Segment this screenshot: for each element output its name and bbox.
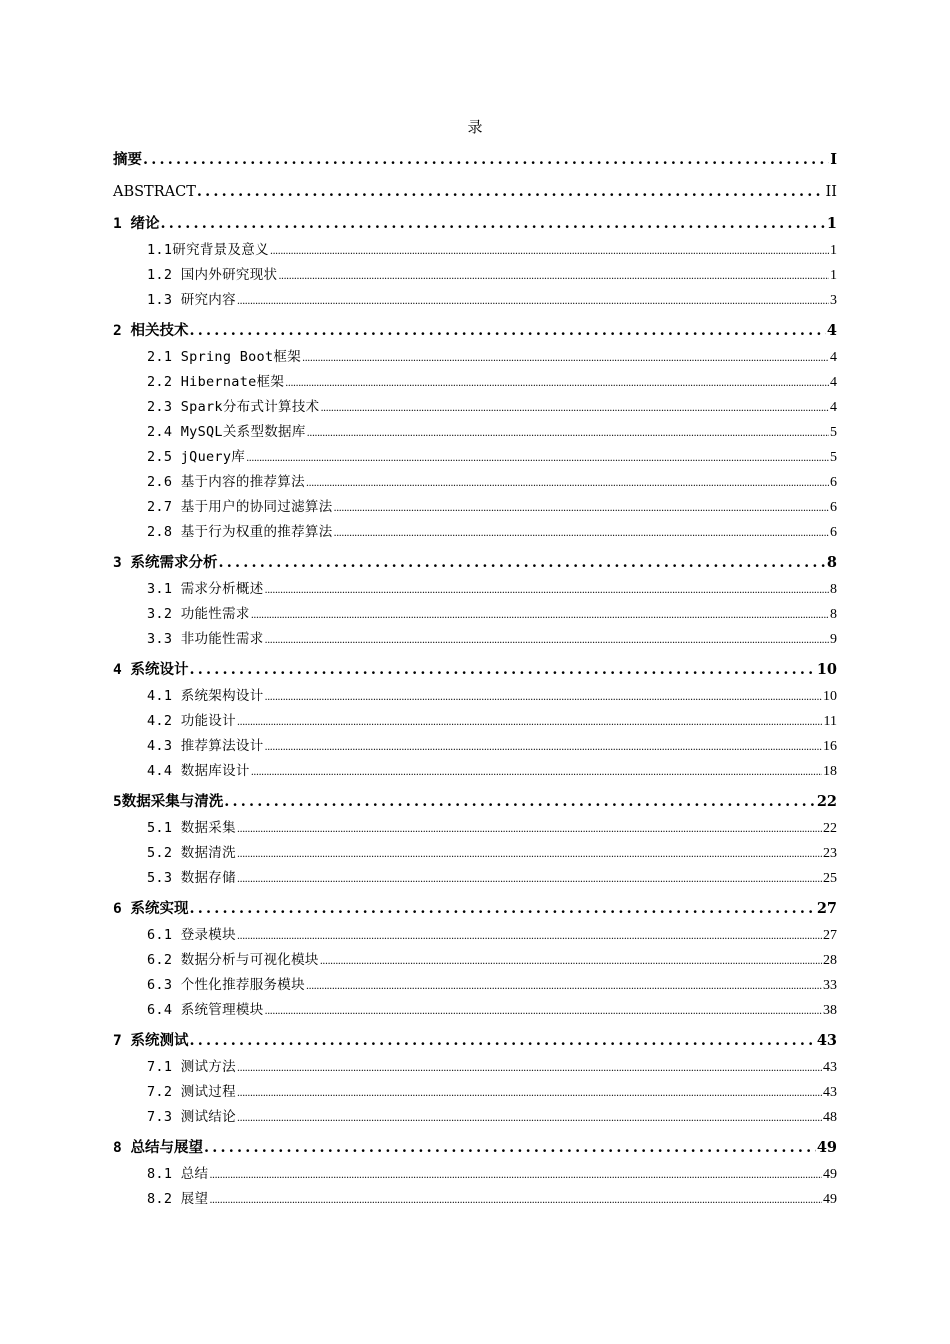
toc-section-entry[interactable] (113, 1162, 837, 1187)
toc-section-entry[interactable] (113, 709, 837, 734)
toc-leader-dots (204, 1133, 816, 1162)
toc-chapter-entry[interactable] (113, 177, 837, 206)
toc-section-entry[interactable] (113, 923, 837, 948)
toc-entry-page-number: 1 (826, 215, 837, 232)
toc-chapter-entry[interactable] (113, 209, 837, 238)
toc-section-entry[interactable] (113, 520, 837, 545)
toc-section-entry[interactable] (113, 1080, 837, 1105)
toc-chapter-entry[interactable] (113, 1026, 837, 1055)
toc-entry-label: 摘要 (113, 152, 142, 168)
toc-section-entry[interactable] (113, 602, 837, 627)
toc-leader-dots (302, 346, 829, 371)
toc-leader-dots (251, 760, 822, 785)
toc-leader-dots (143, 145, 829, 174)
toc-section-entry[interactable] (113, 420, 837, 445)
toc-section-entry[interactable] (113, 238, 837, 263)
toc-entry-label: 7.1 测试方法 (147, 1059, 236, 1075)
toc-entry-page-number: 6 (830, 525, 837, 540)
toc-entry-page-number: 5 (830, 450, 837, 465)
toc-section-entry[interactable] (113, 627, 837, 652)
toc-chapter-entry[interactable] (113, 1133, 837, 1162)
toc-entry-page-number: 10 (823, 689, 837, 704)
toc-leader-dots (189, 1026, 815, 1055)
toc-entry-label: 7.2 测试过程 (147, 1084, 236, 1100)
toc-entry-label: 2 相关技术 (113, 323, 189, 339)
toc-chapter-entry[interactable] (113, 145, 837, 174)
toc-section-entry[interactable] (113, 345, 837, 370)
toc-section-entry[interactable] (113, 841, 837, 866)
toc-leader-dots (246, 446, 829, 471)
toc-leader-dots (197, 177, 825, 206)
toc-section-entry[interactable] (113, 973, 837, 998)
toc-entry-label: 1.1研究背景及意义 (147, 242, 269, 258)
toc-entry-page-number: 28 (823, 953, 837, 968)
toc-leader-dots (334, 496, 829, 521)
toc-entry-page-number: 8 (830, 582, 837, 597)
toc-leader-dots (237, 867, 822, 892)
toc-entry-page-number: 6 (830, 475, 837, 490)
toc-entry-page-number: 23 (823, 846, 837, 861)
toc-entry-label: 4.1 系统架构设计 (147, 688, 264, 704)
toc-chapter-entry[interactable] (113, 548, 837, 577)
toc-section-entry[interactable] (113, 1187, 837, 1212)
toc-leader-dots (237, 289, 829, 314)
toc-entry-page-number: 27 (816, 900, 837, 917)
toc-leader-dots (265, 999, 822, 1024)
toc-leader-dots (218, 548, 825, 577)
toc-section-entry[interactable] (113, 288, 837, 313)
toc-leader-dots (320, 396, 829, 421)
toc-section-entry[interactable] (113, 370, 837, 395)
toc-entry-page-number: 43 (823, 1060, 837, 1075)
toc-entry-page-number: 18 (823, 764, 837, 779)
toc-leader-dots (224, 787, 816, 816)
toc-entry-page-number: 1 (830, 243, 837, 258)
toc-section-entry[interactable] (113, 734, 837, 759)
toc-entry-page-number: 27 (823, 928, 837, 943)
toc-entry-label: 4 系统设计 (113, 662, 189, 678)
toc-entry-label: 8.1 总结 (147, 1166, 209, 1182)
toc-entry-page-number: II (825, 184, 837, 200)
toc-entry-page-number: 43 (816, 1032, 837, 1049)
toc-leader-dots (237, 710, 823, 735)
toc-entry-label: 6.1 登录模块 (147, 927, 236, 943)
toc-entry-page-number: 4 (830, 400, 837, 415)
toc-entry-label: 1 绪论 (113, 216, 160, 232)
toc-entry-page-number: 9 (830, 632, 837, 647)
toc-leader-dots (306, 974, 822, 999)
toc-entry-page-number: 3 (830, 293, 837, 308)
toc-entry-label: 5.2 数据清洗 (147, 845, 236, 861)
toc-section-entry[interactable] (113, 263, 837, 288)
toc-section-entry[interactable] (113, 866, 837, 891)
toc-leader-dots (285, 371, 829, 396)
toc-leader-dots (189, 655, 815, 684)
toc-entry-page-number: 22 (823, 821, 837, 836)
toc-section-entry[interactable] (113, 495, 837, 520)
toc-entry-label: 6 系统实现 (113, 901, 189, 917)
toc-leader-dots (209, 1163, 822, 1188)
toc-entry-label: 3.2 功能性需求 (147, 606, 250, 622)
toc-entry-page-number: 16 (823, 739, 837, 754)
toc-entry-label: 5.1 数据采集 (147, 820, 236, 836)
toc-section-entry[interactable] (113, 470, 837, 495)
toc-leader-dots (237, 1056, 822, 1081)
toc-entry-page-number: 6 (830, 500, 837, 515)
toc-entry-page-number: 22 (816, 793, 837, 810)
toc-entry-page-number: 8 (826, 554, 837, 571)
toc-entry-label: 4.4 数据库设计 (147, 763, 250, 779)
toc-chapter-entry[interactable] (113, 655, 837, 684)
toc-entry-label: 3.1 需求分析概述 (147, 581, 264, 597)
toc-entry-label: 2.2 Hibernate框架 (147, 374, 285, 390)
toc-entry-page-number: 4 (830, 350, 837, 365)
toc-entry-page-number: 8 (830, 607, 837, 622)
toc-leader-dots (189, 894, 815, 923)
toc-entry-label: 4.3 推荐算法设计 (147, 738, 264, 754)
toc-entry-label: 6.2 数据分析与可视化模块 (147, 952, 319, 968)
toc-entry-page-number: 4 (830, 375, 837, 390)
toc-entry-label: 2.1 Spring Boot框架 (147, 349, 302, 365)
toc-section-entry[interactable] (113, 1055, 837, 1080)
toc-entry-label: 2.6 基于内容的推荐算法 (147, 474, 305, 490)
toc-title: 录 (467, 118, 483, 136)
toc-leader-dots (237, 924, 822, 949)
toc-entry-label: 6.4 系统管理模块 (147, 1002, 264, 1018)
toc-section-entry[interactable] (113, 445, 837, 470)
toc-entry-label: 4.2 功能设计 (147, 713, 236, 729)
toc-leader-dots (189, 316, 825, 345)
toc-chapter-entry[interactable] (113, 894, 837, 923)
toc-entry-label: 3.3 非功能性需求 (147, 631, 264, 647)
toc-section-entry[interactable] (113, 1105, 837, 1130)
toc-leader-dots (306, 471, 829, 496)
toc-entry-label: 8.2 展望 (147, 1191, 209, 1207)
toc-leader-dots (270, 239, 829, 264)
toc-leader-dots (237, 1081, 822, 1106)
toc-section-entry[interactable] (113, 759, 837, 784)
toc-entry-label: 8 总结与展望 (113, 1140, 203, 1156)
toc-leader-dots (278, 264, 829, 289)
toc-chapter-entry[interactable] (113, 787, 837, 816)
toc-entry-page-number: 1 (830, 268, 837, 283)
toc-entry-label: 2.7 基于用户的协同过滤算法 (147, 499, 333, 515)
toc-entry-page-number: 49 (816, 1139, 837, 1156)
toc-leader-dots (265, 735, 822, 760)
toc-leader-dots (307, 421, 829, 446)
toc-entry-label: 5.3 数据存储 (147, 870, 236, 886)
toc-section-entry[interactable] (113, 816, 837, 841)
toc-leader-dots (237, 842, 822, 867)
toc-section-entry[interactable] (113, 684, 837, 709)
toc-entry-page-number: 38 (823, 1003, 837, 1018)
toc-leader-dots (334, 521, 829, 546)
toc-leader-dots (160, 209, 825, 238)
toc-entry-page-number: 49 (823, 1192, 837, 1207)
toc-entry-label: 2.4 MySQL关系型数据库 (147, 424, 306, 440)
toc-entry-label: 2.3 Spark分布式计算技术 (147, 399, 320, 415)
toc-entry-label: 2.8 基于行为权重的推荐算法 (147, 524, 333, 540)
toc-section-entry[interactable] (113, 948, 837, 973)
toc-entry-page-number: 49 (823, 1167, 837, 1182)
toc-entry-label: 7 系统测试 (113, 1033, 189, 1049)
toc-entry-page-number: 4 (826, 322, 837, 339)
toc-entry-page-number: 25 (823, 871, 837, 886)
toc-leader-dots (251, 603, 829, 628)
toc-section-entry[interactable] (113, 395, 837, 420)
toc-entry-label: 3 系统需求分析 (113, 555, 218, 571)
toc-section-entry[interactable] (113, 577, 837, 602)
toc-entry-label: 6.3 个性化推荐服务模块 (147, 977, 305, 993)
toc-entry-page-number: 48 (823, 1110, 837, 1125)
toc-entry-label: 7.3 测试结论 (147, 1109, 236, 1125)
toc-entry-label: 1.3 研究内容 (147, 292, 236, 308)
toc-leader-dots (265, 685, 822, 710)
toc-leader-dots (265, 628, 829, 653)
toc-entry-page-number: I (830, 151, 837, 168)
toc-leader-dots (265, 578, 829, 603)
toc-entry-label: 1.2 国内外研究现状 (147, 267, 278, 283)
toc-leader-dots (320, 949, 822, 974)
toc-entry-label: 5数据采集与清洗 (113, 794, 224, 810)
toc-section-entry[interactable] (113, 998, 837, 1023)
table-of-contents (113, 142, 837, 1212)
toc-entry-label: ABSTRACT (113, 184, 196, 200)
toc-entry-page-number: 11 (823, 714, 837, 729)
toc-entry-page-number: 5 (830, 425, 837, 440)
toc-entry-label: 2.5 jQuery库 (147, 449, 246, 465)
toc-leader-dots (237, 817, 822, 842)
toc-entry-page-number: 43 (823, 1085, 837, 1100)
toc-entry-page-number: 10 (816, 661, 837, 678)
toc-entry-page-number: 33 (823, 978, 837, 993)
toc-leader-dots (237, 1106, 822, 1131)
toc-chapter-entry[interactable] (113, 316, 837, 345)
toc-leader-dots (209, 1188, 822, 1213)
